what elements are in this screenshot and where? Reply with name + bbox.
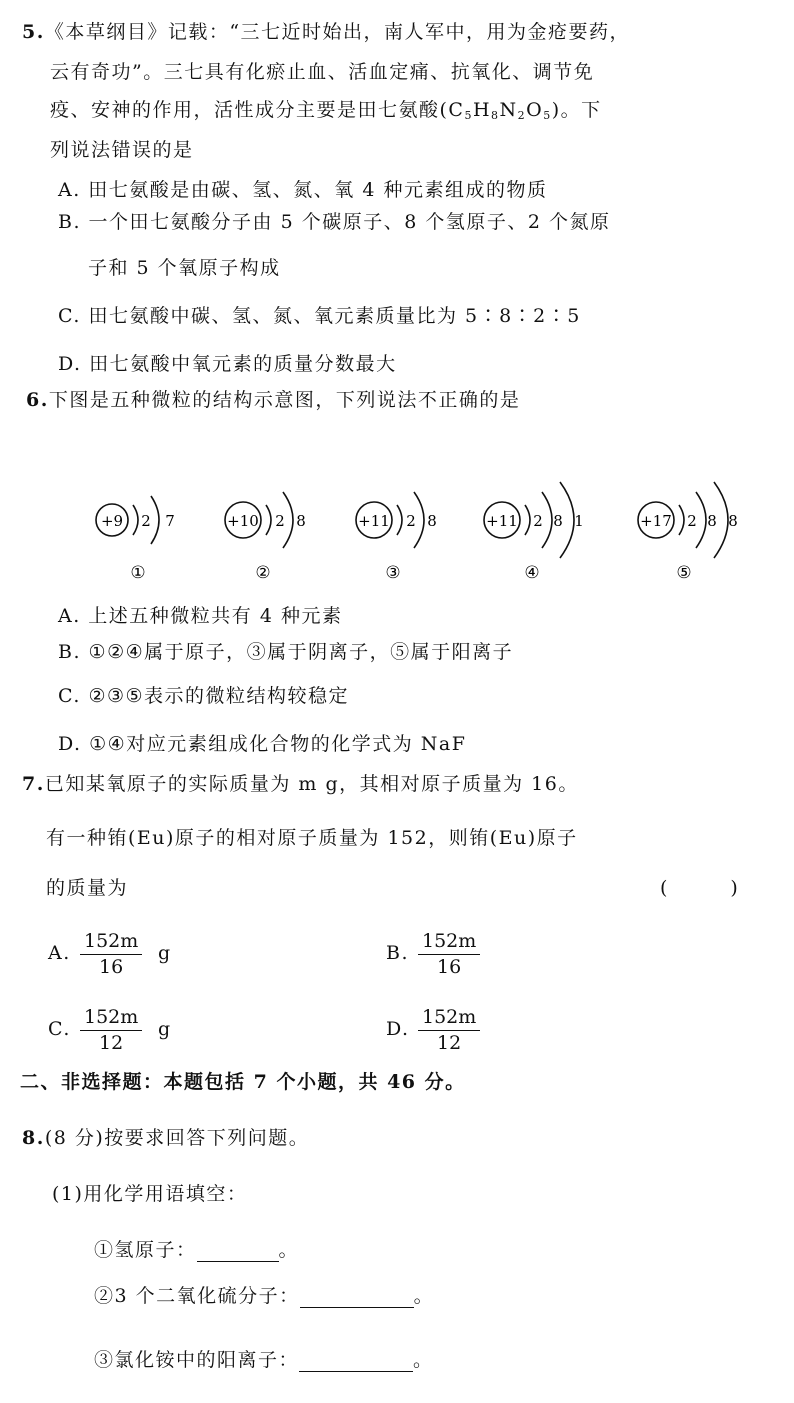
q8-item3-end: 。 (413, 1349, 434, 1371)
formula-o: O (526, 99, 544, 121)
fraction-numerator: 152m (418, 1006, 480, 1031)
q5-line4: 列说法错误的是 (50, 139, 194, 161)
q8-number: 8. (22, 1127, 45, 1149)
shell-4-1-electrons: 2 (533, 512, 543, 530)
answer-blank-3[interactable] (299, 1351, 413, 1372)
shell-4-2 (542, 492, 552, 548)
answer-blank-2[interactable] (300, 1287, 414, 1308)
section-2-heading: 二、非选择题：本题包括 7 个小题，共 46 分。 (20, 1071, 466, 1093)
fraction-denominator: 16 (437, 956, 462, 978)
shell-4-2-electrons: 8 (553, 512, 563, 530)
q8-stem-line (22, 1126, 309, 1150)
q5-option-a: A. 田七氨酸是由碳、氢、氮、氧 4 种元素组成的物质 (58, 179, 548, 201)
q5-option-b-line2: 子和 5 个氧原子构成 (88, 257, 281, 279)
nucleus-3-charge: +11 (358, 512, 390, 530)
shell-1-2 (151, 496, 159, 544)
formula-sub-c: 5 (464, 109, 473, 122)
q8-item2-end: 。 (413, 1285, 435, 1307)
q5-line1 (22, 20, 630, 44)
formula-sub-o: 5 (543, 109, 552, 122)
shell-5-2-electrons: 8 (707, 512, 717, 530)
q5-option-c: C. 田七氨酸中碳、氢、氮、氧元素质量比为 5∶8∶2∶5 (58, 305, 581, 327)
q8-item1 (94, 1238, 299, 1262)
fraction-numerator: 152m (80, 1006, 142, 1031)
fraction-numerator: 152m (418, 930, 480, 955)
q5-number: 5. (22, 21, 45, 43)
formula-h: H (472, 99, 492, 121)
q7-option-c-fraction (80, 1006, 142, 1054)
particle-1-label: ① (130, 563, 146, 580)
formula-sub-n: 2 (517, 109, 527, 122)
q7-option-b-fraction (418, 930, 480, 978)
q5-line3 (50, 98, 602, 122)
q8-item1-end: 。 (278, 1239, 300, 1261)
fraction-numerator: 152m (80, 930, 142, 955)
q8-item3 (94, 1348, 434, 1372)
q7-option-d-fraction (418, 1006, 480, 1054)
particle-2-label: ② (255, 563, 271, 580)
shell-4-1 (525, 505, 530, 535)
shell-3-1 (397, 505, 402, 535)
q6-stem-line (26, 388, 520, 412)
q8-item1-label: ①氢原子： (94, 1239, 197, 1261)
particle-3 (356, 492, 437, 580)
q7-option-d-label: D. (386, 1018, 410, 1040)
q6-option-d: D. ①④对应元素组成化合物的化学式为 NaF (58, 733, 467, 755)
shell-3-2-electrons: 8 (427, 512, 437, 530)
shell-2-1-electrons: 2 (275, 512, 285, 530)
q5-option-b-line1: B. 一个田七氨酸分子由 5 个碳原子、8 个氢原子、2 个氮原 (58, 211, 611, 233)
particle-5 (638, 482, 738, 580)
particle-4-label: ④ (524, 563, 540, 580)
atomic-structure-diagram (0, 470, 794, 580)
particle-2 (225, 492, 306, 580)
fraction-denominator: 12 (99, 1032, 124, 1054)
q6-option-b: B. ①②④属于原子，③属于阴离子，⑤属于阳离子 (58, 641, 514, 663)
particle-3-label: ③ (385, 563, 401, 580)
q7-option-c-unit: g (158, 1018, 172, 1040)
q7-option-c-label: C. (48, 1018, 71, 1040)
q6-option-c: C. ②③⑤表示的微粒结构较稳定 (58, 685, 350, 707)
q5-option-d: D. 田七氨酸中氧元素的质量分数最大 (58, 353, 397, 375)
q8-stem: (8 分)按要求回答下列问题。 (44, 1127, 310, 1149)
shell-5-1-electrons: 2 (687, 512, 697, 530)
q5-line1-text: 《本草纲目》记载：“三七近时始出，南人军中，用为金疮要药， (44, 21, 631, 43)
shell-5-2 (696, 492, 706, 548)
fraction-denominator: 16 (99, 956, 124, 978)
q6-number: 6. (26, 389, 49, 411)
shell-2-1 (266, 505, 271, 535)
nucleus-5-charge: +17 (640, 512, 672, 530)
q7-line3: 的质量为 (46, 877, 129, 899)
q5-line3-text: 疫、安神的作用，活性成分主要是田七氨酸(C (50, 99, 465, 121)
answer-blank-1[interactable] (197, 1241, 279, 1262)
shell-5-3-electrons: 8 (728, 512, 738, 530)
q6-stem: 下图是五种微粒的结构示意图，下列说法不正确的是 (48, 389, 521, 411)
q7-answer-paren: ( ) (660, 877, 740, 899)
q7-option-a-label: A. (48, 942, 71, 964)
q7-number: 7. (22, 773, 45, 795)
nucleus-1-charge: +9 (100, 512, 124, 530)
shell-5-1 (679, 505, 684, 535)
q7-line2: 有一种铕(Eu)原子的相对原子质量为 152，则铕(Eu)原子 (46, 827, 578, 849)
q7-line1 (22, 772, 579, 796)
nucleus-4-charge: +11 (486, 512, 518, 530)
q8-item2-label: ②3 个二氧化硫分子： (94, 1285, 300, 1307)
particle-1 (96, 496, 175, 580)
fraction-denominator: 12 (437, 1032, 462, 1054)
shell-3-1-electrons: 2 (406, 512, 416, 530)
particle-5-label: ⑤ (676, 563, 692, 580)
q7-option-a-unit: g (158, 942, 172, 964)
q6-option-a: A. 上述五种微粒共有 4 种元素 (58, 605, 343, 627)
particle-4 (484, 482, 584, 580)
shell-1-1 (133, 505, 138, 535)
q5-line2: 云有奇功”。三七具有化瘀止血、活血定痛、抗氧化、调节免 (50, 61, 595, 83)
q8-item2 (94, 1284, 434, 1308)
shell-1-2-electrons: 7 (165, 512, 175, 530)
q7-option-b-label: B. (386, 942, 410, 964)
formula-n: N (499, 99, 518, 121)
q8-sub1: (1)用化学用语填空： (52, 1183, 248, 1205)
shell-2-2-electrons: 8 (296, 512, 306, 530)
formula-sub-h: 8 (491, 109, 500, 122)
shell-1-1-electrons: 2 (141, 512, 151, 530)
shell-4-3-electrons: 1 (574, 512, 584, 530)
q8-item3-label: ③氯化铵中的阳离子： (94, 1349, 300, 1371)
q5-line3-end: )。下 (551, 99, 602, 121)
q7-line1-text: 已知某氧原子的实际质量为 m g，其相对原子质量为 16。 (44, 773, 579, 795)
nucleus-2-charge: +10 (227, 512, 259, 530)
q7-option-a-fraction (80, 930, 142, 978)
